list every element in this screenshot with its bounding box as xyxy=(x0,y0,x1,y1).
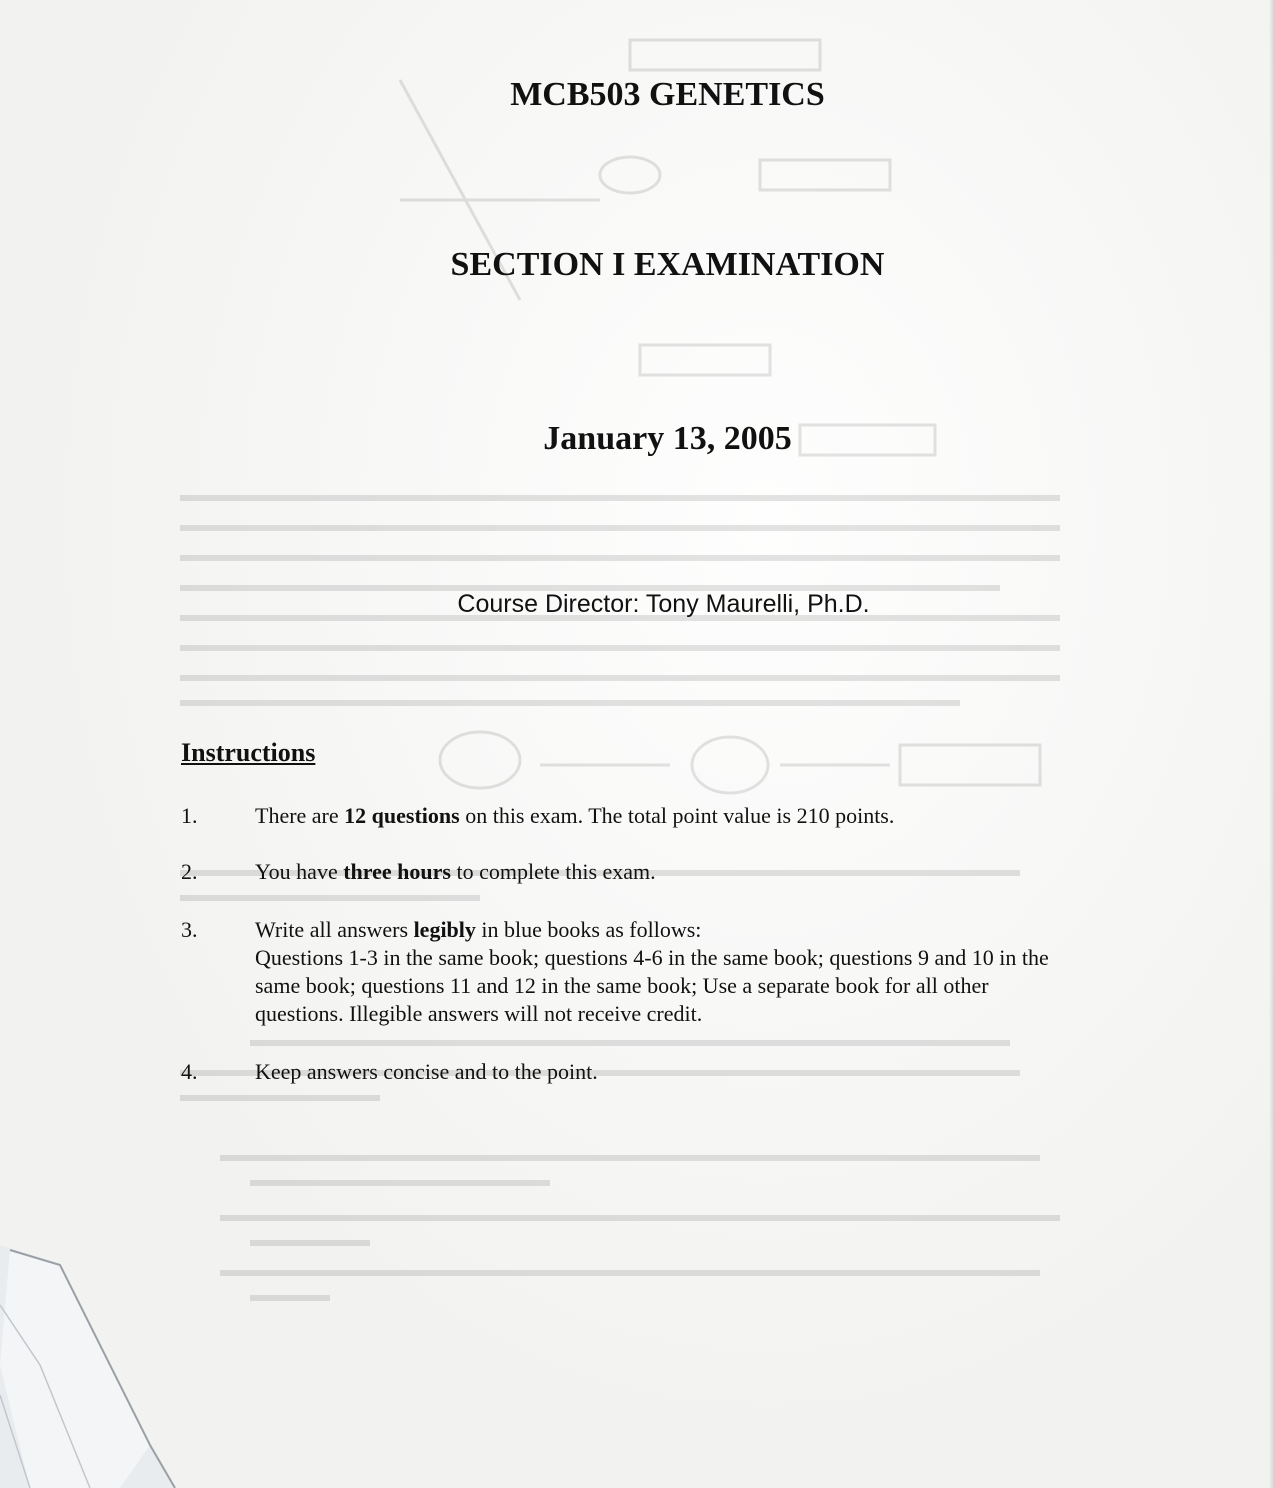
course-title: MCB503 GENETICS xyxy=(510,76,825,113)
instruction-number: 1. xyxy=(181,803,198,828)
instruction-text-before: There are xyxy=(255,803,345,828)
instruction-text-bold: three hours xyxy=(343,859,451,884)
instruction-number: 4. xyxy=(181,1059,198,1084)
instruction-text-after: in blue books as follows: xyxy=(475,917,702,942)
folded-corner xyxy=(0,1245,180,1488)
exam-date: January 13, 2005 xyxy=(543,420,792,457)
instruction-text xyxy=(255,1058,1075,1086)
instruction-text-bold: 12 questions xyxy=(344,803,460,828)
instruction-text-after: on this exam. The total point value is 210 points. xyxy=(459,803,895,828)
page-edge-shadow xyxy=(1269,0,1275,1488)
instructions-heading: Instructions xyxy=(181,738,316,767)
instruction-text-before: You have xyxy=(255,859,344,884)
instruction-number: 2. xyxy=(181,859,198,884)
instruction-text xyxy=(255,858,1075,886)
instruction-text xyxy=(255,802,1075,830)
exam-title: SECTION I EXAMINATION xyxy=(450,246,885,283)
instruction-text-after: to complete this exam. xyxy=(450,859,656,884)
instruction-text-before: Write all answers xyxy=(255,917,414,942)
instruction-text xyxy=(255,916,1075,1028)
instruction-text-before: Keep answers concise and to the point. xyxy=(255,1059,598,1084)
instruction-number: 3. xyxy=(181,917,198,942)
instruction-text-bold: legibly xyxy=(413,917,476,942)
instruction-text-continuation: Questions 1-3 in the same book; questions 4-6 in the same book; questions 9 and 10 in the same book; questions 11 and 12 in the same book; Use a separate book for all other questions. Illegible answers will not receive credit. xyxy=(255,945,1049,1026)
course-director: Course Director: Tony Maurelli, Ph.D. xyxy=(457,590,870,618)
